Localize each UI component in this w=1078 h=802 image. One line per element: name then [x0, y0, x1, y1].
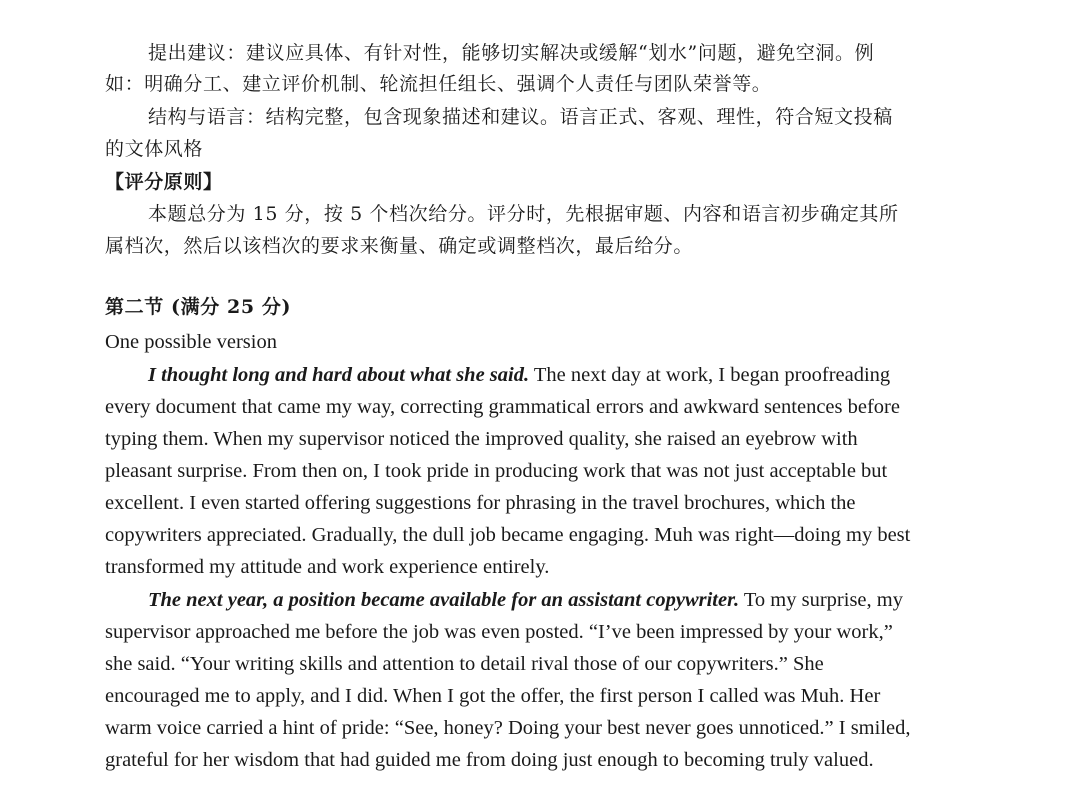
- paragraph1-line3: typing them. When my supervisor noticed the improved quality, she raised an eyebrow with: [105, 428, 858, 450]
- paragraph1-line7: transformed my attitude and work experience entirely.: [105, 556, 550, 578]
- paragraph2-line4: encouraged me to apply, and I did. When I got the offer, the first person I called was Muh. Her: [105, 685, 881, 707]
- paragraph1-line1: [148, 365, 890, 386]
- scoring-line-1: 本题总分为 15 分，按 5 个档次给分。评分时，先根据审题、内容和语言初步确定其所: [148, 203, 899, 225]
- paragraph1-line4: pleasant surprise. From then on, I took pride in producing work that was not just acceptable but: [105, 460, 888, 482]
- suggestion-line-1: 提出建议：建议应具体、有针对性，能够切实解决或缓解“划水”问题，避免空洞。例: [148, 42, 875, 64]
- paragraph2-line2: supervisor approached me before the job was even posted. “I’ve been impressed by your work,”: [105, 621, 893, 643]
- paragraph1-lead: I thought long and hard about what she said.: [148, 364, 530, 386]
- paragraph1-line2: every document that came my way, correcting grammatical errors and awkward sentences before: [105, 396, 900, 418]
- paragraph2-line5: warm voice carried a hint of pride: “See, honey? Doing your best never goes unnoticed.” I smiled,: [105, 717, 911, 739]
- paragraph2-line6: grateful for her wisdom that had guided me from doing just enough to becoming truly valued.: [105, 749, 874, 771]
- structure-line-2: 的文体风格: [105, 138, 204, 160]
- paragraph2-lead: The next year, a position became available for an assistant copywriter.: [148, 589, 740, 611]
- scoring-line-2: 属档次，然后以该档次的要求来衡量、确定或调整档次，最后给分。: [105, 235, 694, 257]
- paragraph1-line5: excellent. I even started offering suggestions for phrasing in the travel brochures, which the: [105, 492, 856, 514]
- scoring-heading: 【评分原则】: [105, 171, 223, 193]
- section2-subheading: One possible version: [105, 331, 277, 353]
- section2-heading: 第二节 (满分 25 分): [105, 296, 292, 318]
- structure-line-1: 结构与语言：结构完整，包含现象描述和建议。语言正式、客观、理性，符合短文投稿: [148, 106, 893, 128]
- paragraph2-line1-rest: To my surprise, my: [739, 589, 903, 611]
- paragraph1-line6: copywriters appreciated. Gradually, the dull job became engaging. Muh was right—doing my best: [105, 524, 911, 546]
- paragraph1-line1-rest: The next day at work, I began proofreading: [529, 364, 891, 386]
- paragraph2-line3: she said. “Your writing skills and attention to detail rival those of our copywriters.” She: [105, 653, 824, 675]
- paragraph2-line1: [148, 590, 903, 611]
- suggestion-line-2: 如：明确分工、建立评价机制、轮流担任组长、强调个人责任与团队荣誉等。: [105, 73, 772, 95]
